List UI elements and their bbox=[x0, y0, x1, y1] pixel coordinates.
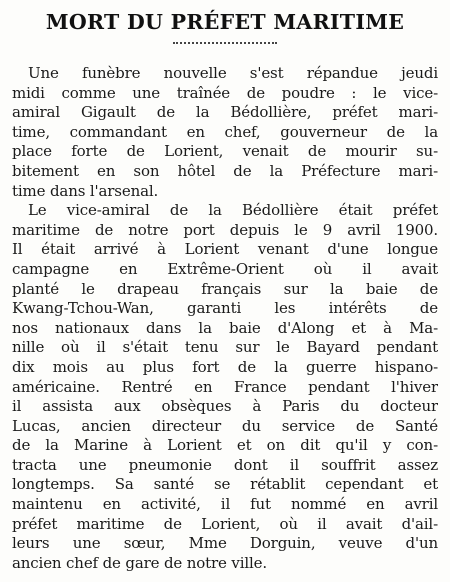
text-line: il assista aux obsèques à Paris du docteur bbox=[12, 397, 438, 416]
text-line: place forte de Lorient, venait de mourir su- bbox=[12, 142, 438, 161]
text-line: campagne en Extrême-Orient où il avait bbox=[12, 259, 438, 278]
text-line: longtemps. Sa santé se rétablit cependant et bbox=[12, 475, 438, 494]
text-line: bitement en son hôtel de la Préfecture mari- bbox=[12, 161, 438, 180]
text-line: Kwang-Tchou-Wan, garanti les intérêts de bbox=[12, 299, 438, 318]
article-body bbox=[12, 64, 438, 573]
text-line: tracta une pneumonie dont il souffrit assez bbox=[12, 455, 438, 474]
text-line: time, commandant en chef, gouverneur de la bbox=[12, 122, 438, 141]
text-line: Une funèbre nouvelle s'est répandue jeudi bbox=[28, 64, 438, 82]
paragraph-2 bbox=[12, 201, 438, 573]
text-line: nos nationaux dans la baie d'Along et à Ma- bbox=[12, 318, 438, 337]
text-line: ancien chef de gare de notre ville. bbox=[12, 553, 268, 572]
text-line: dix mois au plus fort de la guerre hispano- bbox=[12, 357, 438, 376]
text-line: time dans l'arsenal. bbox=[12, 181, 159, 200]
text-line: américaine. Rentré en France pendant l'hiver bbox=[12, 377, 438, 396]
text-line: nille où il s'était tenu sur le Bayard pendant bbox=[12, 338, 438, 357]
paragraph-1 bbox=[12, 64, 438, 201]
article-headline: MORT DU PRÉFET MARITIME bbox=[45, 10, 405, 34]
text-line: Le vice-amiral de la Bédollière était préfet bbox=[28, 201, 438, 220]
text-line: maritime de notre port depuis le 9 avril 1900. bbox=[12, 220, 438, 239]
text-line: amiral Gigault de la Bédollière, préfet mari- bbox=[12, 103, 438, 122]
text-line: midi comme une traînée de poudre : le vice- bbox=[12, 83, 438, 102]
text-line: maintenu en activité, il fut nommé en avril bbox=[12, 495, 438, 514]
text-line: planté le drapeau français sur la baie de bbox=[12, 279, 438, 298]
text-line: préfet maritime de Lorient, où il avait d'ail- bbox=[12, 514, 438, 533]
text-line: de la Marine à Lorient et on dit qu'il y con- bbox=[12, 436, 438, 455]
text-line: Lucas, ancien directeur du service de Santé bbox=[12, 416, 438, 435]
text-line: Il était arrivé à Lorient venant d'une longue bbox=[12, 240, 438, 259]
headline-divider bbox=[173, 42, 277, 44]
text-line: leurs une sœur, Mme Dorguin, veuve d'un bbox=[12, 534, 438, 553]
